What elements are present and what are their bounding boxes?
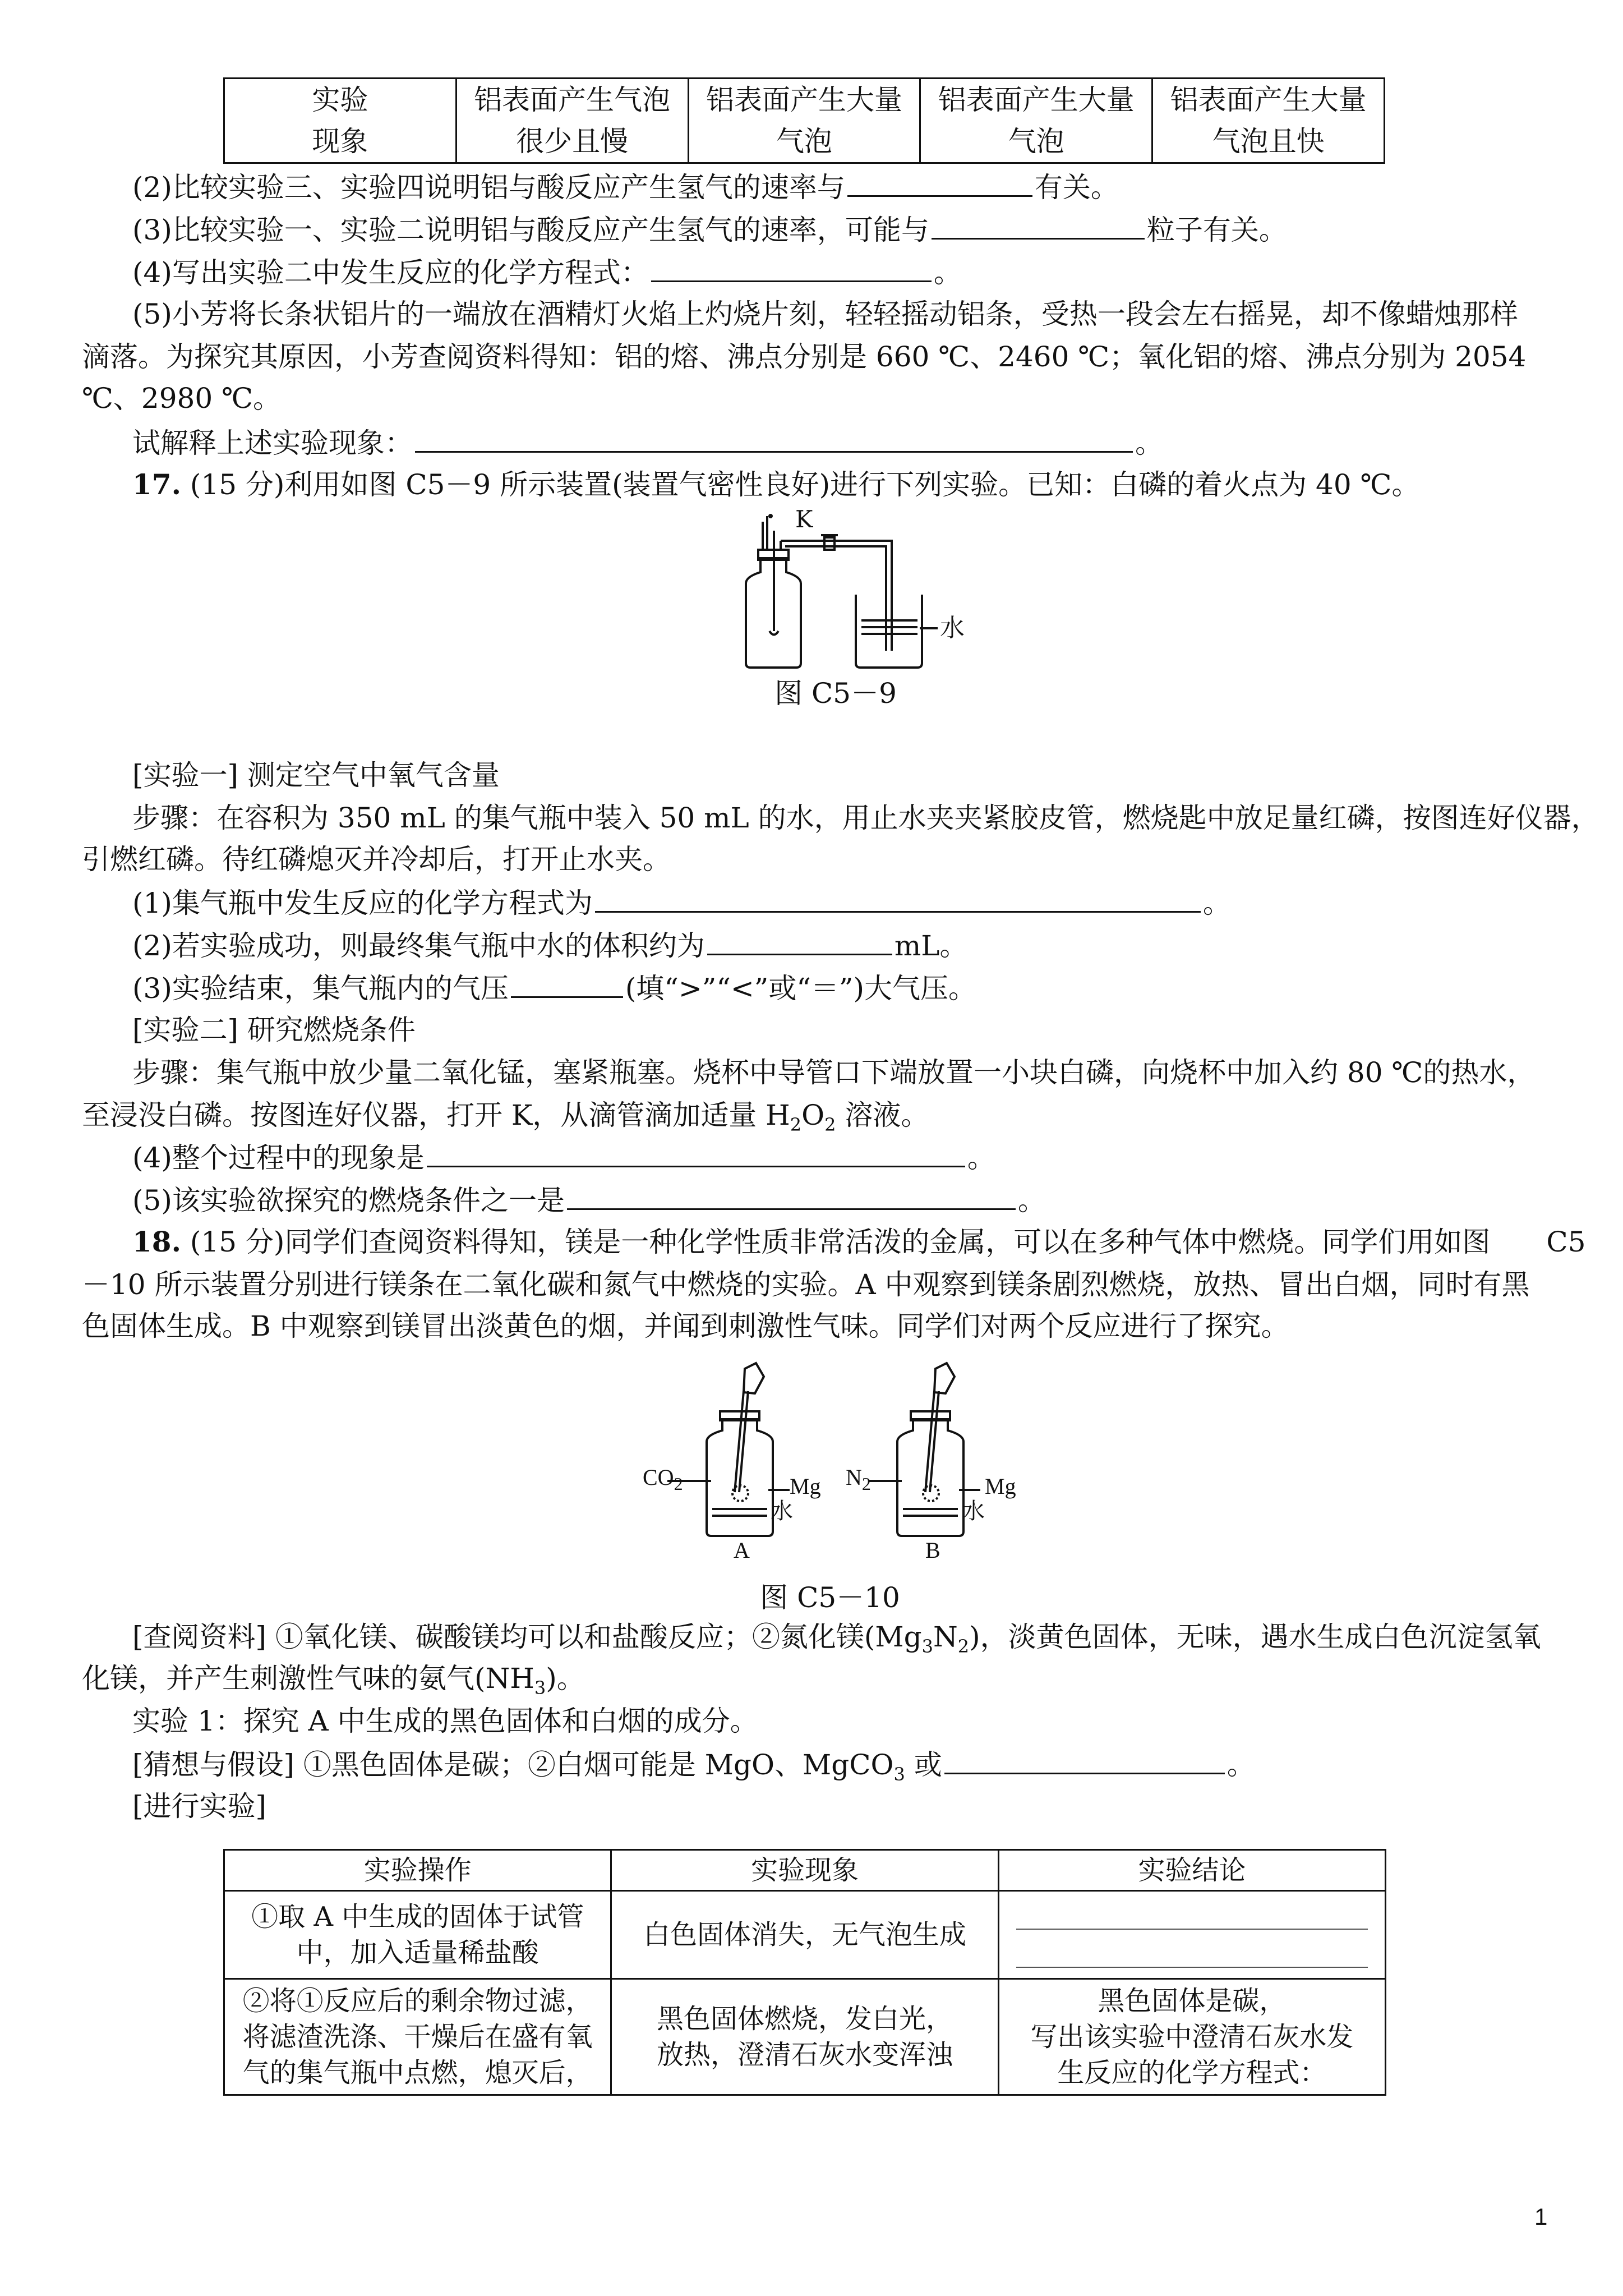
q17-exp2-title: [实验二] 研究燃烧条件 (132, 1014, 416, 1046)
results-table (223, 77, 1385, 164)
q16-part2: (2)比较实验三、实验四说明铝与酸反应产生氢气的速率与 有关。 (132, 169, 1119, 204)
answer-blank[interactable] (511, 970, 623, 998)
q18-experiment1: 实验 1：探究 A 中生成的黑色固体和白烟的成分。 (132, 1705, 758, 1737)
q17-exp1-title: [实验一] 测定空气中氧气含量 (132, 759, 500, 792)
row1-phenomenon: 白色固体消失，无气泡生成 (611, 1891, 998, 1979)
apparatus-figure-c5-9 (723, 505, 948, 679)
answer-blank[interactable] (567, 1182, 1016, 1210)
q16-part4: (4)写出实验二中发生反应的化学方程式： 。 (132, 255, 962, 289)
q18-stem-line3: 色固体生成。B 中观察到镁冒出淡黄色的烟，并闻到刺激性气味。同学们对两个反应进行了探究。 (82, 1310, 1289, 1342)
answer-blank[interactable] (944, 1747, 1225, 1774)
result-cell: 铝表面产生大量 气泡 (920, 79, 1152, 163)
table-row (224, 1979, 1386, 2095)
q16-explain: 试解释上述实验现象： 。 (132, 425, 1163, 460)
q17-exp2-step-line1: 步骤：集气瓶中放少量二氧化锰，塞紧瓶塞。烧杯中导管口下端放置一小块白磷，向烧杯中加入约 80 ℃的热水， (132, 1056, 1536, 1089)
answer-blank[interactable] (847, 169, 1032, 197)
answer-blank[interactable] (427, 1140, 965, 1167)
result-cell: 铝表面产生大量 气泡且快 (1152, 79, 1385, 163)
q18-do-experiment: [进行实验] (132, 1790, 267, 1823)
result-cell: 铝表面产生大量 气泡 (688, 79, 920, 163)
row1-conclusion[interactable] (998, 1891, 1385, 1979)
q18-reference-line2: 化镁，并产生刺激性气味的氨气$(NH_3)$。 (82, 1662, 585, 1699)
q18-hypothesis: [猜想与假设] ①黑色固体是碳；②白烟可能是 MgO、MgCO$_3$ 或 。 (132, 1747, 1255, 1791)
mg-label-b: Mg (985, 1474, 1016, 1499)
answer-blank[interactable] (415, 425, 1133, 453)
q17-part4: (4)整个过程中的现象是 。 (132, 1140, 995, 1175)
header-operation: 实验操作 (224, 1850, 611, 1891)
answer-blank[interactable] (1016, 1912, 1368, 1930)
header-conclusion: 实验结论 (998, 1850, 1385, 1891)
mg-label-a: Mg (790, 1474, 821, 1499)
water-label-b: 水 (962, 1498, 985, 1524)
q18-reference-line1: [查阅资料] ①氧化镁、碳酸镁均可以和盐酸反应；②氮化镁$(Mg_3N_2)$，淡黄色固体，无味，遇水生成白色沉淀氢氧 (132, 1621, 1541, 1657)
figure-caption-c5-9: 图 C5－9 (774, 677, 897, 710)
page-number: 1 (1534, 2203, 1548, 2230)
q17-exp2-step-line2: 至浸没白磷。按图连好仪器，打开 K，从滴管滴加适量 $H_2O_2$ 溶液。 (82, 1099, 929, 1135)
answer-blank[interactable] (595, 885, 1201, 913)
answer-blank[interactable] (1016, 1950, 1368, 1968)
row2-phenomenon: 黑色固体燃烧，发白光， 放热，澄清石灰水变浑浊 (611, 1979, 998, 2095)
apparatus-figure-c5-10 (645, 1358, 1038, 1571)
q17-part5: (5)该实验欲探究的燃烧条件之一是 。 (132, 1182, 1046, 1217)
n2-label: $N_2$ (846, 1465, 871, 1494)
q16-part5-line1: (5)小芳将长条状铝片的一端放在酒精灯火焰上灼烧片刻，轻轻摇动铝条，受热一段会左右摇晃，却不像蜡烛那样 (132, 298, 1518, 330)
answer-blank[interactable] (651, 255, 932, 282)
header-phenomenon: 实验现象 (611, 1850, 998, 1891)
water-label: 水 (940, 614, 965, 642)
q17-part1: (1)集气瓶中发生反应的化学方程式为 。 (132, 885, 1231, 920)
experiment-table (223, 1849, 1386, 2096)
q17-stem: 17. (15 分)利用如图 C5－9 所示装置(装置气密性良好)进行下列实验。已知：白磷的着火点为 40 ℃。 (132, 468, 1420, 501)
table-row (224, 1891, 1386, 1979)
row2-operation: ②将①反应后的剩余物过滤， 将滤渣洗涤、干燥后在盛有氧 气的集气瓶中点燃，熄灭后， (224, 1979, 611, 2095)
water-label-a: 水 (771, 1498, 793, 1524)
q16-part5-line3: ℃、2980 ℃。 (82, 382, 282, 415)
answer-blank[interactable] (707, 928, 892, 955)
q18-stem-line2: －10 所示装置分别进行镁条在二氧化碳和氮气中燃烧的实验。A 中观察到镁条剧烈燃烧，放热、冒出白烟，同时有黑 (82, 1268, 1530, 1301)
q17-exp1-step-line1: 步骤：在容积为 350 mL 的集气瓶中装入 50 mL 的水，用止水夹夹紧胶皮管，燃烧匙中放足量红磷，按图连好仪器， (132, 802, 1599, 834)
q17-part3: (3)实验结束，集气瓶内的气压 (填“>”“<”或“＝”)大气压。 (132, 970, 976, 1005)
result-cell: 铝表面产生气泡 很少且慢 (456, 79, 688, 163)
row-label-cell: 实验 现象 (224, 79, 457, 163)
q17-part2: (2)若实验成功，则最终集气瓶中水的体积约为 mL。 (132, 928, 967, 963)
bottle-a-label: A (734, 1538, 750, 1563)
q16-part3: (3)比较实验一、实验二说明铝与酸反应产生氢气的速率，可能与 粒子有关。 (132, 212, 1287, 247)
answer-blank[interactable] (932, 212, 1145, 240)
co2-label: $CO_2$ (643, 1465, 683, 1494)
q17-exp1-step-line2: 引燃红磷。待红磷熄灭并冷却后，打开止水夹。 (82, 843, 671, 876)
q18-stem-line1: 18. (15 分)同学们查阅资料得知，镁是一种化学性质非常活泼的金属，可以在多种气体中燃烧。同学们用如图 C5 (132, 1225, 1586, 1258)
table-header-row (224, 1850, 1386, 1891)
row2-conclusion: 黑色固体是碳， 写出该实验中澄清石灰水发 生反应的化学方程式： (998, 1979, 1385, 2095)
q16-part5-line2: 滴落。为探究其原因，小芳查阅资料得知：铝的熔、沸点分别是 660 ℃、2460 ℃；氧化铝的熔、沸点分别为 2054 (82, 341, 1527, 373)
row1-operation: ①取 A 中生成的固体于试管 中，加入适量稀盐酸 (224, 1891, 611, 1979)
clamp-k-label: K (795, 505, 813, 533)
figure-caption-c5-10: 图 C5－10 (760, 1581, 900, 1614)
bottle-b-label: B (925, 1538, 940, 1563)
